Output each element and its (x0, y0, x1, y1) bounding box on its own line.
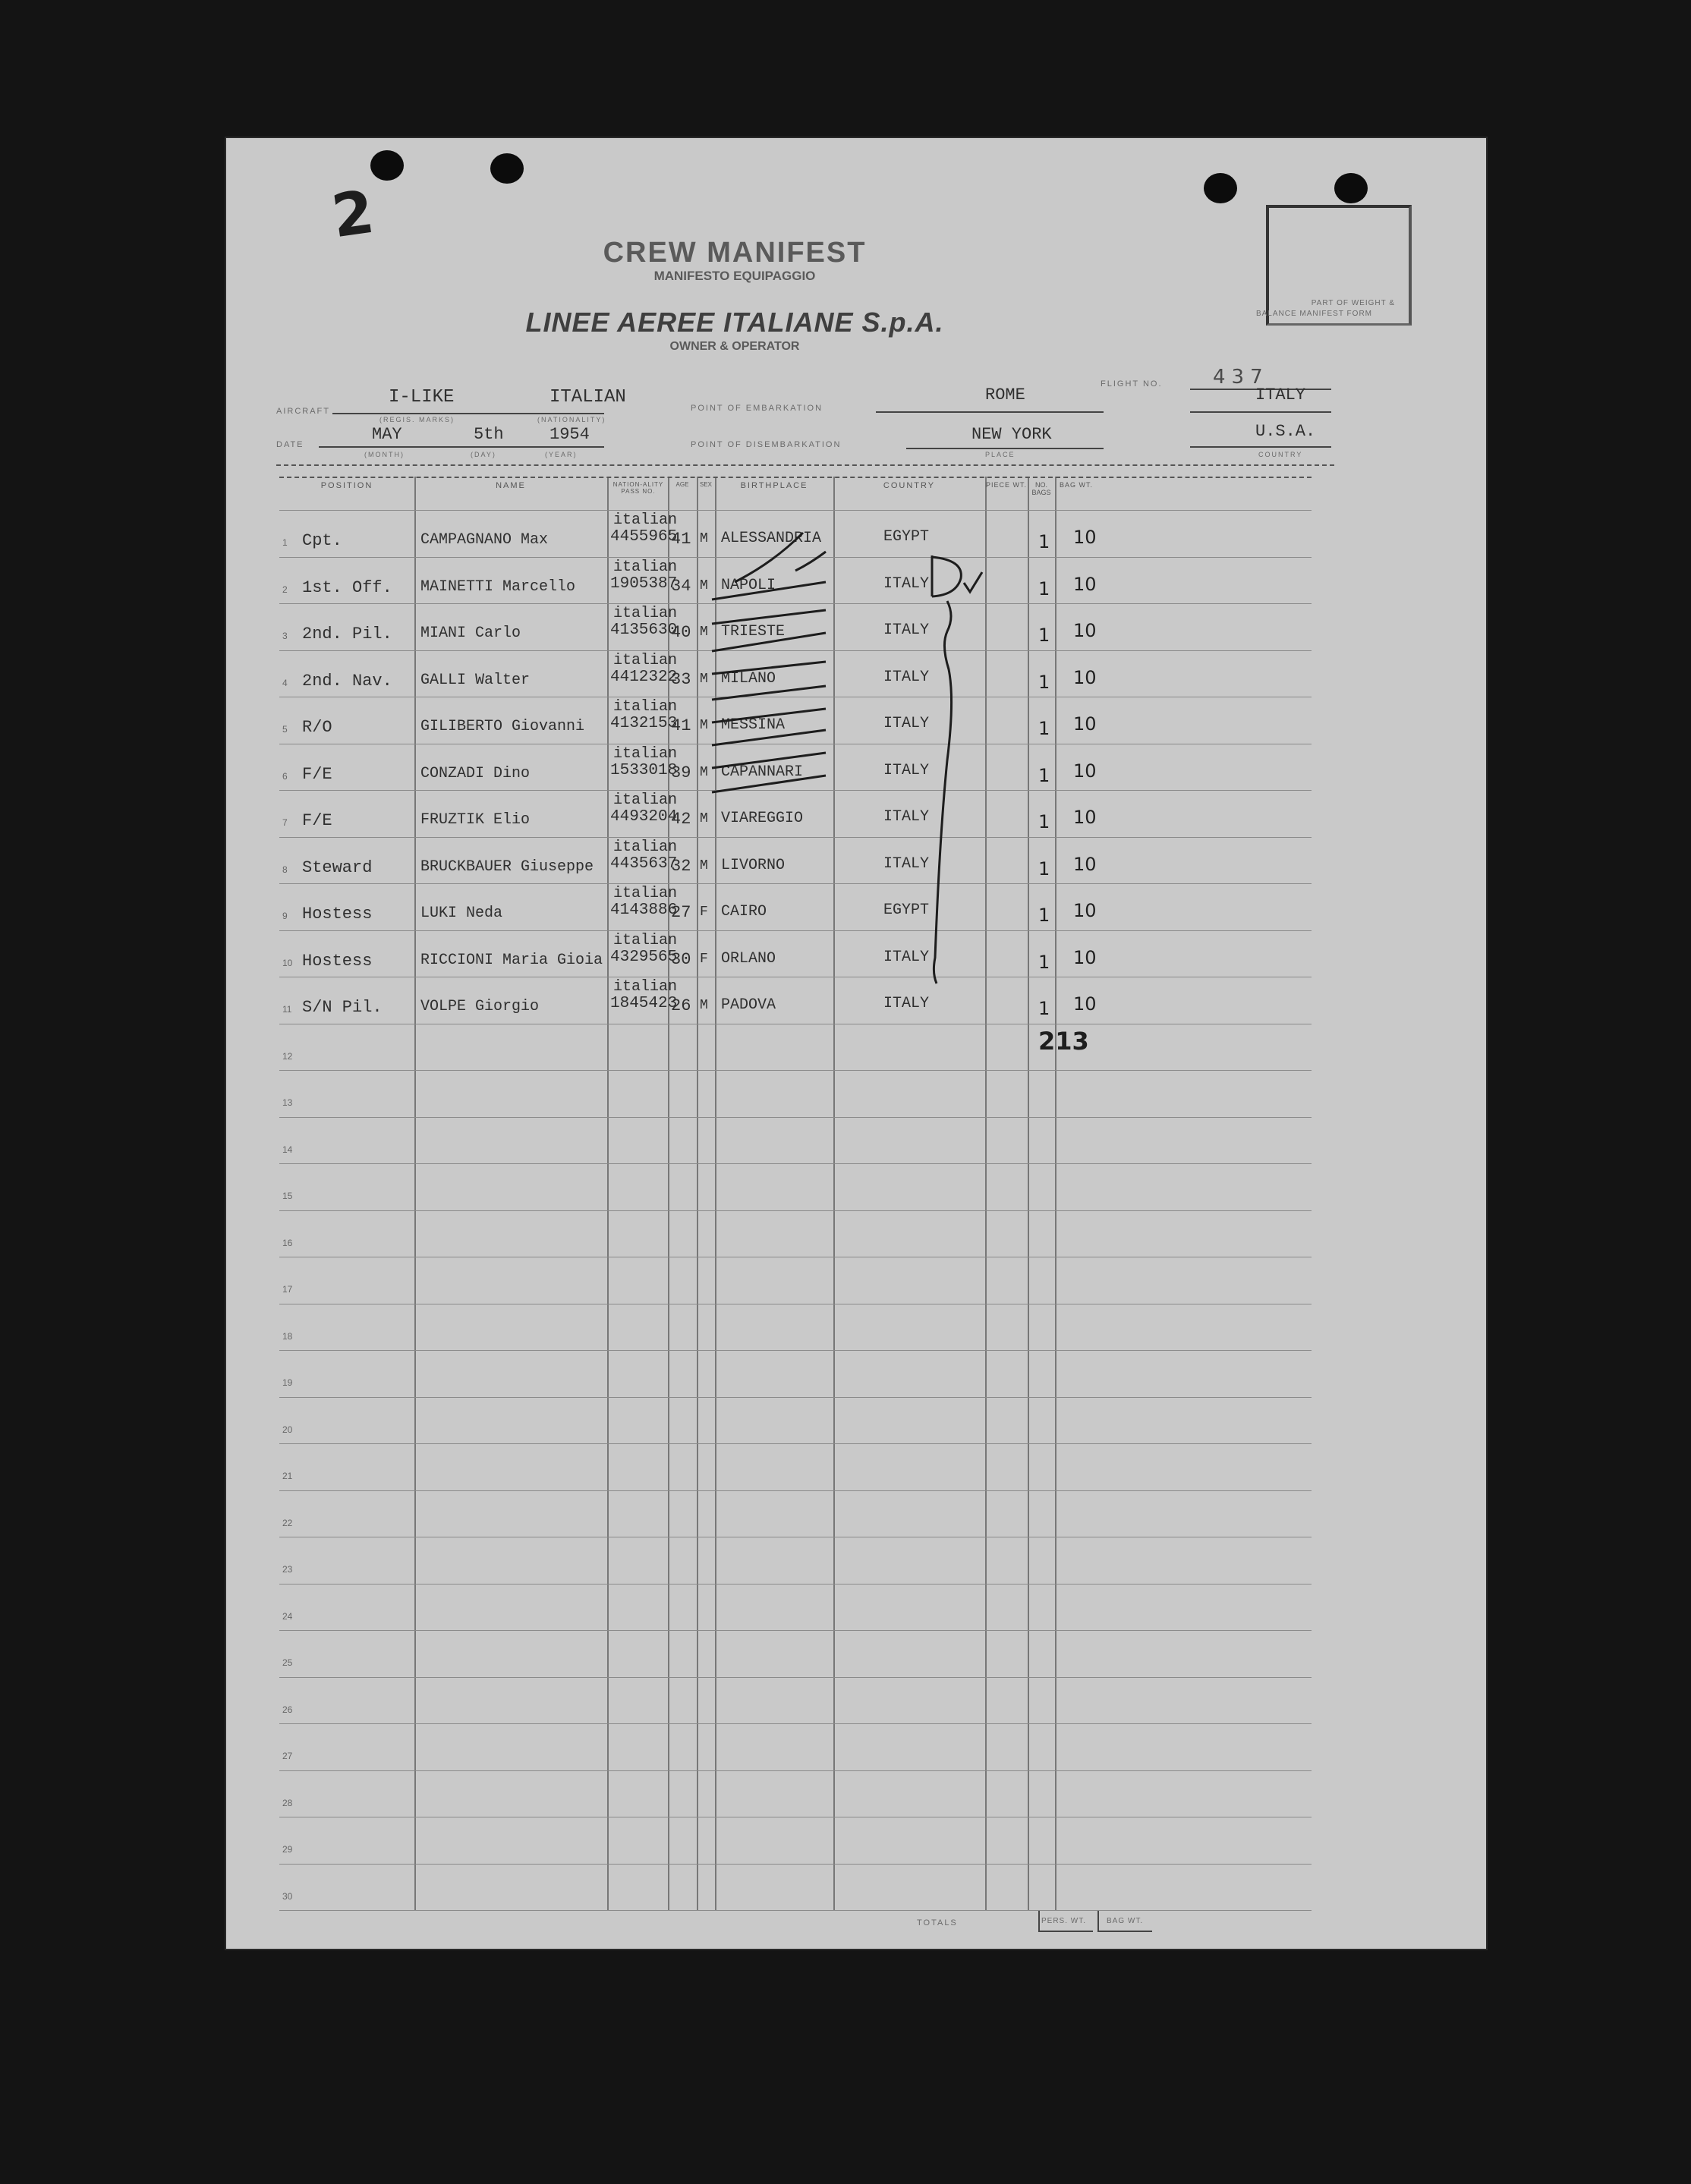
aircraft-nationality: ITALIAN (549, 387, 626, 408)
birthplace-cell: VIAREGGIO (721, 810, 804, 827)
passport-number-cell: 1533018 (610, 761, 678, 779)
row-number: 30 (282, 1890, 293, 1902)
age-cell: 39 (671, 763, 691, 782)
date-year: 1954 (549, 425, 590, 444)
passport-number-cell: 4329565 (610, 948, 678, 966)
nationality-cell: italian (613, 558, 678, 576)
age-cell: 42 (671, 810, 691, 829)
row-number: 19 (282, 1377, 293, 1388)
disembark-country: U.S.A. (1255, 422, 1316, 441)
country-cell: ITALY (883, 808, 930, 826)
age-cell: 34 (671, 576, 691, 596)
check-stroke (712, 709, 826, 722)
row-number: 25 (282, 1657, 293, 1668)
row-number: 4 (282, 677, 288, 688)
row-number: 29 (282, 1844, 293, 1855)
column-header-country: COUNTRY (883, 481, 936, 490)
sex-cell: M (700, 764, 708, 780)
row-number: 26 (282, 1704, 293, 1715)
position-cell: R/O (302, 718, 332, 737)
age-cell: 30 (671, 949, 691, 969)
name-cell: CONZADI Dino (420, 764, 531, 782)
column-header-birthplace: BIRTHPLACE (740, 481, 808, 490)
position-cell: 2nd. Nav. (302, 671, 392, 691)
country-cell: ITALY (883, 761, 930, 779)
passport-number-cell: 1845423 (610, 995, 678, 1012)
check-stroke (712, 730, 826, 745)
bracket-line (934, 601, 951, 983)
passport-number-cell: 4412322 (610, 668, 678, 686)
country-cell: EGYPT (883, 528, 930, 546)
nationality-cell: italian (613, 744, 678, 763)
column-header-age: AGE (675, 481, 689, 488)
bags-count-cell: 1 (1038, 577, 1050, 599)
sex-cell: F (700, 951, 708, 967)
bags-count-cell: 1 (1038, 671, 1050, 693)
date-sub: (MONTH) (364, 451, 405, 458)
row-number: 16 (282, 1237, 293, 1248)
date-sub: (DAY) (471, 451, 496, 458)
age-cell: 26 (671, 996, 691, 1015)
totals-label: TOTALS (917, 1918, 958, 1928)
sex-cell: M (700, 718, 708, 733)
position-cell: Hostess (302, 951, 373, 971)
name-cell: MIANI Carlo (420, 625, 521, 642)
age-cell: 33 (671, 669, 691, 689)
row-number: 9 (282, 911, 288, 921)
bag-weight-cell: 10 (1073, 620, 1097, 641)
country-cell: ITALY (883, 668, 930, 686)
check-stroke (712, 753, 826, 768)
age-cell: 41 (671, 716, 691, 735)
row-number: 10 (282, 957, 293, 968)
position-cell: F/E (302, 764, 332, 784)
embark-place: ROME (985, 386, 1025, 404)
position-cell: 2nd. Pil. (302, 625, 392, 644)
page-mark: 2 (328, 178, 379, 252)
bag-weight-cell: 10 (1073, 946, 1097, 968)
row-number: 14 (282, 1144, 293, 1155)
bags-count-cell: 1 (1038, 625, 1050, 646)
country-cell: ITALY (883, 622, 930, 639)
handwritten-check (964, 572, 982, 592)
stamp-caption: BALANCE MANIFEST FORM (1255, 310, 1372, 318)
position-cell: F/E (302, 811, 332, 830)
disembark-place: NEW YORK (971, 425, 1052, 444)
age-cell: 40 (671, 623, 691, 642)
aircraft-sub: (REGIS. MARKS) (379, 416, 455, 423)
name-cell: LUKI Neda (420, 905, 503, 922)
bag-weight-cell: 10 (1073, 993, 1097, 1015)
nationality-cell: italian (613, 978, 678, 996)
birthplace-cell: CAIRO (721, 903, 767, 920)
bag-weight-cell: 10 (1073, 760, 1097, 782)
name-cell: RICCIONI Maria Gioia (420, 951, 603, 969)
handwritten-d (932, 555, 961, 596)
age-cell: 41 (671, 530, 691, 549)
passport-number-cell: 4435637 (610, 854, 678, 873)
sex-cell: F (700, 905, 708, 920)
passport-number-cell: 1905387 (610, 574, 678, 593)
nationality-cell: italian (613, 838, 678, 856)
bag-weight-cell: 10 (1073, 573, 1097, 595)
bag-weight-cell: 10 (1073, 900, 1097, 921)
passport-number-cell: 4493204 (610, 808, 678, 826)
check-stroke (735, 533, 803, 582)
aircraft-label: AIRCRAFT (276, 407, 330, 416)
bag-wt-label: BAG WT. (1107, 1917, 1144, 1925)
birthplace-cell: ALESSANDRIA (721, 530, 822, 547)
check-stroke (712, 662, 826, 674)
row-number: 11 (282, 1004, 292, 1015)
bag-weight-cell: 10 (1073, 527, 1097, 548)
table-footer (279, 1911, 1312, 1934)
row-number: 1 (282, 537, 288, 548)
row-number: 2 (282, 584, 288, 595)
birthplace-cell: PADOVA (721, 996, 776, 1014)
sex-cell: M (700, 811, 708, 826)
bags-count-cell: 1 (1038, 951, 1050, 973)
bag-weight-cell: 10 (1073, 713, 1097, 735)
company-name: LINEE AEREE ITALIANE S.p.A. (525, 307, 944, 338)
sex-cell: M (700, 998, 708, 1013)
row-number: 22 (282, 1517, 293, 1528)
row-number: 23 (282, 1564, 293, 1575)
manifest-title: CREW MANIFEST (603, 237, 867, 269)
bag-weight-cell: 10 (1073, 807, 1097, 828)
disembark-label: POINT OF DISEMBARKATION (691, 440, 842, 449)
check-stroke (712, 633, 826, 651)
row-number: 27 (282, 1751, 293, 1761)
column-header-sex: SEX (699, 481, 712, 488)
row-number: 24 (282, 1610, 293, 1622)
position-cell: 1st. Off. (302, 577, 392, 597)
country-cell: ITALY (883, 854, 930, 873)
nationality-cell: italian (613, 511, 678, 529)
manifest-subtitle: MANIFESTO EQUIPAGGIO (653, 269, 816, 283)
passport-number-cell: 4132153 (610, 715, 678, 732)
row-number: 21 (282, 1471, 293, 1481)
country-cell: ITALY (883, 995, 930, 1012)
country-label: COUNTRY (1258, 451, 1303, 458)
bags-count-cell: 1 (1038, 764, 1050, 786)
passport-number-cell: 4143886 (610, 902, 678, 919)
row-number: 8 (282, 864, 288, 875)
sex-cell: M (700, 625, 708, 640)
row-number: 3 (282, 631, 288, 641)
bag-weight-cell: 10 (1073, 666, 1097, 688)
position-cell: Hostess (302, 905, 373, 924)
sex-cell: M (700, 858, 708, 873)
position-cell: S/N Pil. (302, 998, 383, 1017)
column-header-no-bags: NO. BAGS (1031, 481, 1051, 496)
check-stroke (795, 552, 826, 571)
birthplace-cell: NAPOLI (721, 576, 776, 594)
country-cell: ITALY (883, 574, 930, 593)
name-cell: GILIBERTO Giovanni (420, 718, 585, 735)
row-number: 28 (282, 1797, 293, 1808)
row-number: 12 (282, 1050, 293, 1062)
bags-count-cell: 1 (1038, 858, 1050, 880)
birthplace-cell: TRIESTE (721, 623, 786, 640)
aircraft-sub: (NATIONALITY) (537, 416, 606, 423)
country-cell: EGYPT (883, 902, 930, 919)
nationality-cell: italian (613, 698, 678, 716)
country-cell: ITALY (883, 715, 930, 732)
column-header-name: NAME (496, 481, 526, 490)
country-cell: ITALY (883, 948, 930, 966)
column-header-piece-wt: PIECE WT. (985, 481, 1027, 489)
date-month: MAY (372, 425, 402, 444)
position-cell: Steward (302, 858, 373, 877)
handwriting-overlay (226, 138, 1486, 1949)
position-cell: Cpt. (302, 531, 342, 550)
birthplace-cell: CAPANNARI (721, 763, 804, 781)
name-cell: VOLPE Giorgio (420, 998, 540, 1015)
column-header-bag-wt: BAG WT. (1059, 481, 1093, 489)
name-cell: FRUZTIK Elio (420, 811, 531, 829)
sex-cell: M (700, 671, 708, 687)
bags-count-cell: 1 (1038, 718, 1050, 739)
column-header-position: POSITION (320, 481, 373, 490)
birthplace-cell: MILANO (721, 669, 776, 688)
row-number: 18 (282, 1330, 293, 1342)
bags-total-handwritten: 213 (1038, 1026, 1089, 1056)
passport-number-cell: 4455965 (610, 528, 678, 546)
embark-label: POINT OF EMBARKATION (691, 404, 823, 413)
flight-label: FLIGHT NO. (1101, 379, 1163, 389)
manifest-page (226, 138, 1486, 1949)
check-stroke (712, 582, 826, 599)
nationality-cell: italian (613, 885, 678, 902)
date-sub: (YEAR) (545, 451, 578, 458)
age-cell: 32 (671, 856, 691, 876)
nationality-cell: italian (613, 651, 678, 669)
row-number: 6 (282, 770, 288, 782)
name-cell: GALLI Walter (420, 671, 531, 689)
birthplace-cell: ORLANO (721, 949, 776, 968)
birthplace-cell: LIVORNO (721, 856, 786, 874)
name-cell: MAINETTI Marcello (420, 577, 576, 596)
embark-country: ITALY (1255, 386, 1306, 404)
sex-cell: M (700, 577, 708, 593)
bags-count-cell: 1 (1038, 998, 1050, 1019)
date-label: DATE (276, 440, 304, 449)
row-number: 7 (282, 817, 288, 828)
nationality-cell: italian (613, 791, 678, 809)
row-number: 13 (282, 1097, 293, 1108)
check-stroke (712, 686, 826, 700)
passport-number-cell: 4135630 (610, 622, 678, 639)
age-cell: 27 (671, 903, 691, 922)
sex-cell: M (700, 531, 708, 546)
row-number: 20 (282, 1424, 293, 1435)
place-label: PLACE (985, 451, 1016, 458)
bags-count-cell: 1 (1038, 905, 1050, 926)
bags-count-cell: 1 (1038, 531, 1050, 552)
check-stroke (712, 610, 826, 624)
pers-wt-label: PERS. WT. (1041, 1917, 1087, 1925)
bag-weight-cell: 10 (1073, 853, 1097, 875)
row-number: 15 (282, 1191, 293, 1201)
stamp-caption: PART OF WEIGHT & (1311, 299, 1395, 307)
row-number: 17 (282, 1284, 293, 1295)
owner-operator-label: OWNER & OPERATOR (669, 340, 800, 353)
nationality-cell: italian (613, 605, 678, 622)
column-header-nationality: NATION-ALITY PASS NO. (612, 481, 664, 495)
aircraft-reg: I-LIKE (389, 387, 455, 408)
nationality-cell: italian (613, 931, 678, 949)
birthplace-cell: MESSINA (721, 716, 786, 734)
check-stroke (712, 776, 826, 792)
name-cell: CAMPAGNANO Max (420, 531, 549, 549)
row-number: 5 (282, 724, 288, 735)
bags-count-cell: 1 (1038, 811, 1050, 832)
date-day: 5th (474, 425, 504, 444)
name-cell: BRUCKBAUER Giuseppe (420, 858, 594, 876)
flight-number: 437 (1213, 366, 1269, 389)
